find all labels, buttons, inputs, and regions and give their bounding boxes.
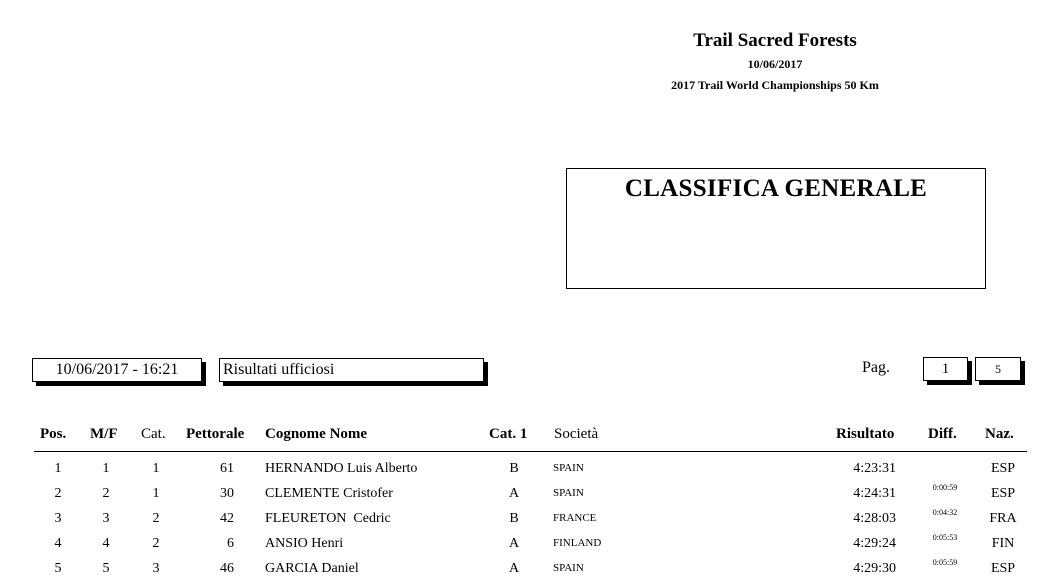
col-head-result: Risultato [836,426,895,442]
cell-cat1: A [508,561,520,576]
col-head-name: Cognome Nome [265,426,368,442]
cell-team: FINLAND [553,537,602,549]
cell-diff: 0:05:53 [932,533,958,542]
header-divider [34,451,1027,452]
cell-mf: 1 [102,461,110,476]
page-current-box: 1 [923,357,968,381]
cell-nat: FRA [989,511,1017,526]
page-label: Pag. [862,359,890,376]
cell-name: GARCIA Daniel [265,561,359,576]
cell-cat1: B [509,511,519,526]
table-row [0,558,1059,586]
datetime-box: 10/06/2017 - 16:21 [32,358,202,382]
cell-result: 4:29:24 [853,536,896,551]
cell-team: SPAIN [553,562,584,574]
cell-team: FRANCE [553,512,597,524]
cell-cat1: A [508,536,520,551]
cell-bib: 42 [220,511,234,526]
cell-cat1: B [509,461,519,476]
page-title: CLASSIFICA GENERALE [624,175,928,202]
cell-cat: 1 [152,486,160,501]
col-head-nat: Naz. [985,426,1014,442]
cell-name: ANSIO Henri [265,536,344,551]
cell-mf: 2 [102,486,110,501]
col-head-cat: Cat. [141,426,166,442]
event-date: 10/06/2017 [747,57,803,71]
col-head-cat1: Cat. 1 [489,426,528,442]
table-row [0,533,1059,561]
page-total-box: 5 [975,357,1021,381]
col-head-pos: Pos. [40,426,67,442]
cell-cat: 1 [152,461,160,476]
cell-mf: 4 [102,536,110,551]
cell-mf: 3 [102,511,110,526]
cell-result: 4:28:03 [853,511,896,526]
cell-pos: 2 [54,486,62,501]
cell-result: 4:24:31 [853,486,896,501]
cell-nat: ESP [990,461,1016,476]
cell-pos: 3 [54,511,62,526]
cell-nat: ESP [990,486,1016,501]
col-head-bib: Pettorale [186,426,245,442]
cell-bib: 46 [220,561,234,576]
cell-nat: FIN [991,536,1015,551]
cell-bib: 30 [220,486,234,501]
col-head-diff: Diff. [928,426,957,442]
cell-cat: 2 [152,536,160,551]
cell-pos: 4 [54,536,62,551]
cell-name: CLEMENTE Cristofer [265,486,393,501]
table-row [0,461,1059,486]
event-name: Trail Sacred Forests [693,30,857,51]
cell-team: SPAIN [553,487,584,499]
title-box [566,168,986,289]
cell-team: SPAIN [553,462,584,474]
cell-mf: 5 [102,561,110,576]
cell-result: 4:23:31 [853,461,896,476]
cell-bib: 61 [220,461,234,476]
cell-pos: 5 [54,561,62,576]
table-row [0,483,1059,511]
cell-result: 4:29:30 [853,561,896,576]
cell-name: FLEURETON Cedric [265,511,391,526]
cell-name: HERNANDO Luis Alberto [265,461,418,476]
cell-nat: ESP [990,561,1016,576]
cell-diff: 0:00:59 [932,483,958,492]
cell-pos: 1 [54,461,62,476]
cell-bib: 6 [227,536,234,551]
cell-cat: 3 [152,561,160,576]
cell-cat1: A [508,486,520,501]
col-head-team: Società [554,426,599,442]
event-subtitle: 2017 Trail World Championships 50 Km [671,78,879,92]
col-head-mf: M/F [90,426,118,442]
cell-cat: 2 [152,511,160,526]
cell-diff: 0:05:59 [932,558,958,567]
table-row [0,508,1059,536]
status-box: Risultati ufficiosi [219,358,484,382]
cell-diff: 0:04:32 [932,508,958,517]
